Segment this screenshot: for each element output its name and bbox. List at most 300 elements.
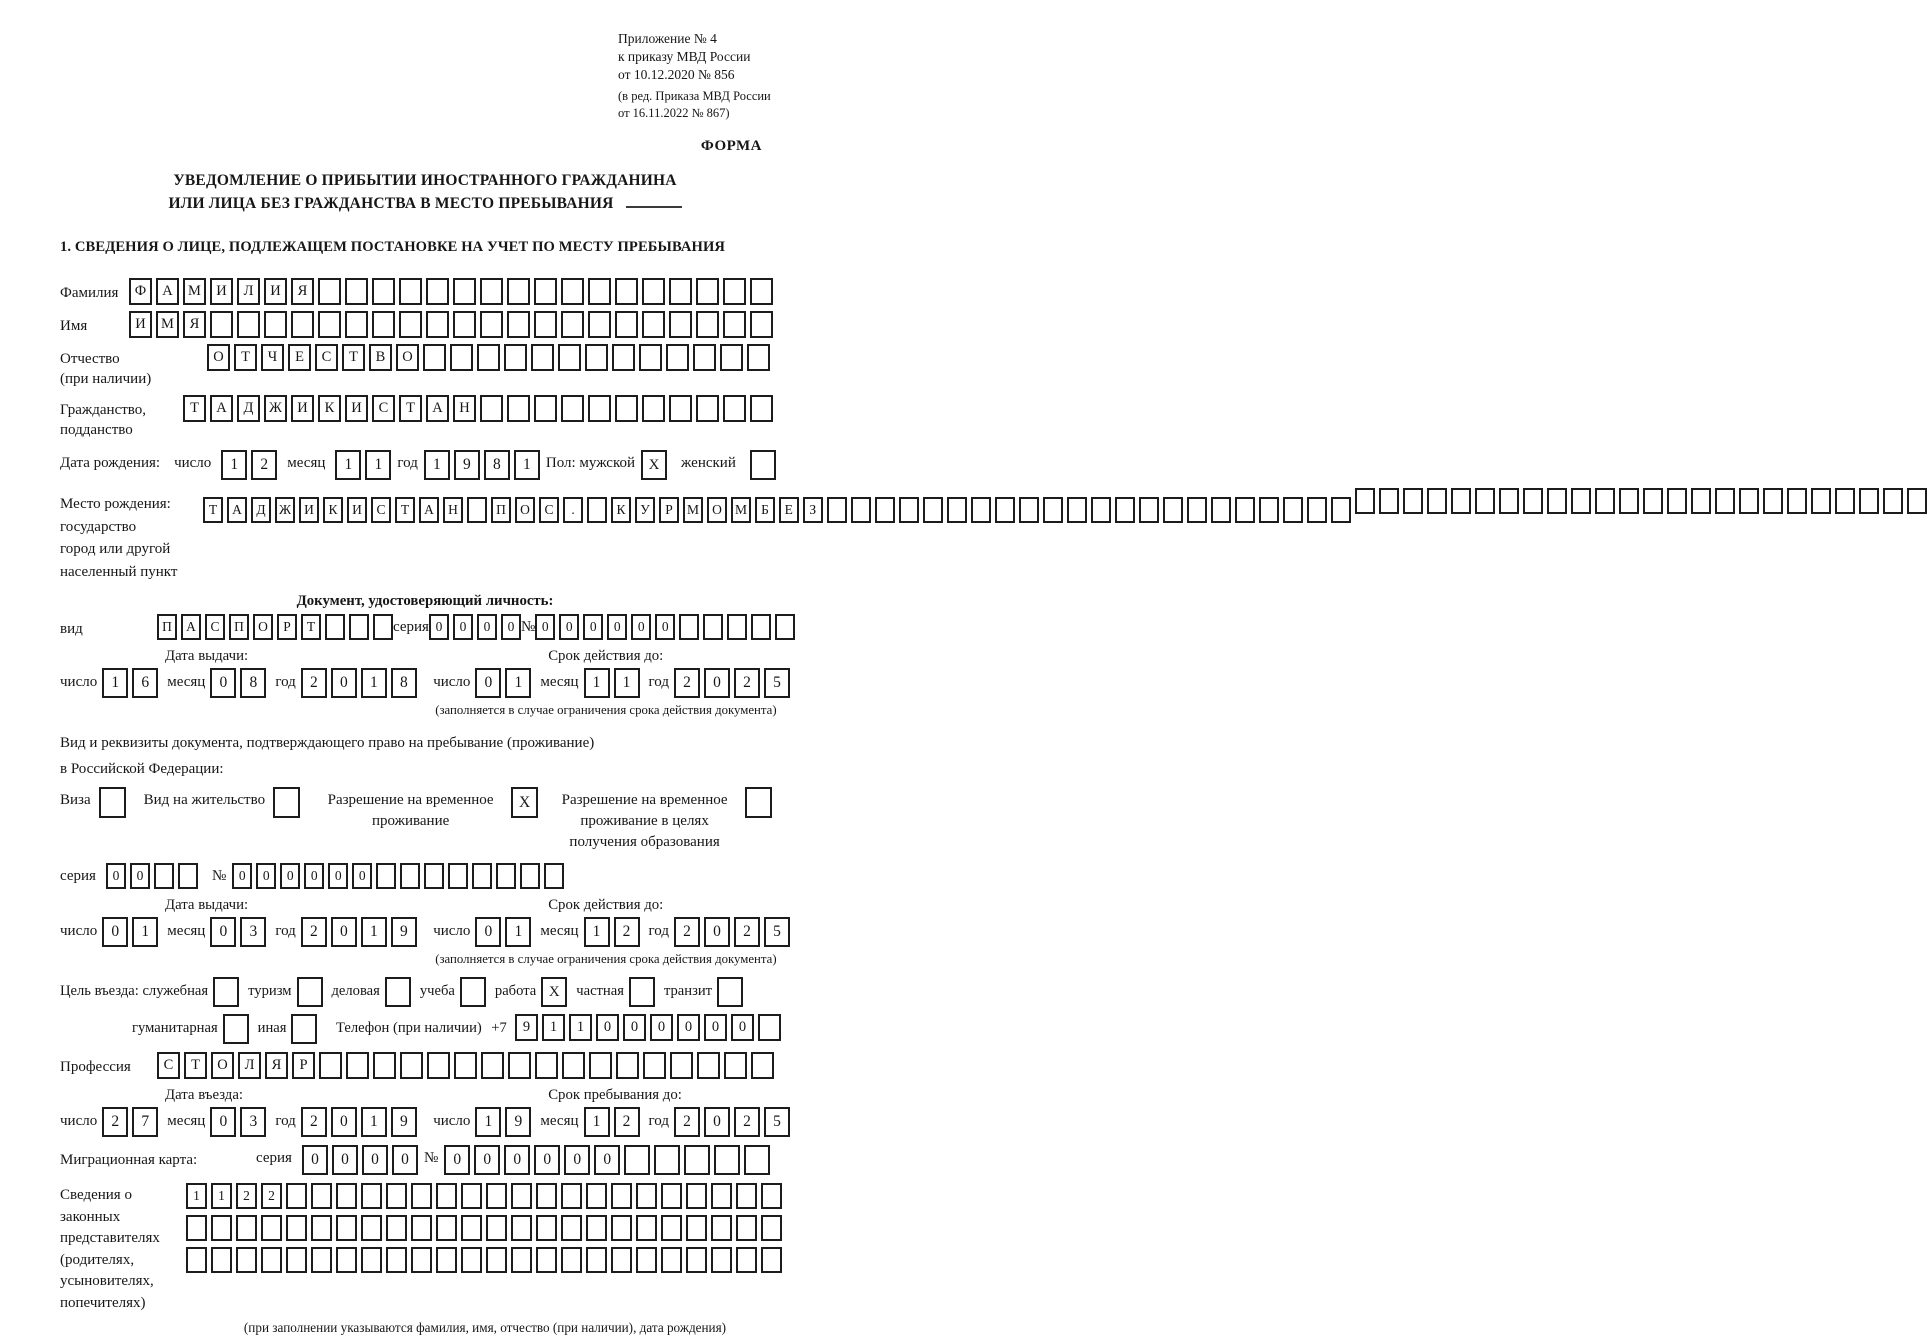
- form-cell[interactable]: [589, 1052, 612, 1079]
- profession-cells[interactable]: [157, 1052, 774, 1079]
- form-cell[interactable]: 0: [328, 863, 348, 889]
- form-cell[interactable]: 9: [391, 1107, 417, 1137]
- form-cell[interactable]: [507, 278, 530, 305]
- form-cell[interactable]: [1811, 488, 1831, 514]
- form-cell[interactable]: [669, 395, 692, 422]
- form-cell[interactable]: О: [515, 497, 535, 523]
- form-cell[interactable]: 8: [240, 668, 266, 698]
- form-cell[interactable]: [750, 311, 773, 338]
- doc-issue-month-cells[interactable]: [210, 668, 266, 698]
- form-cell[interactable]: [297, 977, 323, 1007]
- form-cell[interactable]: Я: [183, 311, 206, 338]
- form-cell[interactable]: [745, 787, 772, 818]
- form-cell[interactable]: [336, 1247, 357, 1273]
- form-cell[interactable]: [636, 1183, 657, 1209]
- purpose-humanitarian-checkbox[interactable]: [223, 1014, 249, 1044]
- form-cell[interactable]: [536, 1215, 557, 1241]
- form-cell[interactable]: С: [539, 497, 559, 523]
- form-cell[interactable]: Ч: [261, 344, 284, 371]
- form-cell[interactable]: 1: [132, 917, 158, 947]
- form-cell[interactable]: 0: [596, 1014, 619, 1041]
- legal-reps-row2-cells[interactable]: [186, 1215, 782, 1241]
- form-cell[interactable]: 1: [424, 450, 450, 480]
- form-cell[interactable]: [450, 344, 473, 371]
- form-cell[interactable]: [186, 1247, 207, 1273]
- form-cell[interactable]: [1787, 488, 1807, 514]
- form-cell[interactable]: [460, 977, 486, 1007]
- form-cell[interactable]: [611, 1183, 632, 1209]
- form-cell[interactable]: [736, 1183, 757, 1209]
- form-cell[interactable]: [1211, 497, 1231, 523]
- phone-cells[interactable]: [515, 1014, 781, 1041]
- form-cell[interactable]: [612, 344, 635, 371]
- form-cell[interactable]: И: [129, 311, 152, 338]
- form-cell[interactable]: [1331, 497, 1351, 523]
- form-cell[interactable]: С: [315, 344, 338, 371]
- form-cell[interactable]: [286, 1183, 307, 1209]
- form-cell[interactable]: [636, 1247, 657, 1273]
- form-cell[interactable]: [636, 1215, 657, 1241]
- form-cell[interactable]: [1499, 488, 1519, 514]
- form-cell[interactable]: [1187, 497, 1207, 523]
- form-cell[interactable]: [286, 1215, 307, 1241]
- form-cell[interactable]: [761, 1183, 782, 1209]
- doc-expiry-month-cells[interactable]: [584, 668, 640, 698]
- form-cell[interactable]: [711, 1183, 732, 1209]
- title-number-blank[interactable]: [626, 193, 682, 208]
- form-cell[interactable]: [775, 614, 795, 640]
- form-cell[interactable]: [461, 1183, 482, 1209]
- form-cell[interactable]: М: [183, 278, 206, 305]
- form-cell[interactable]: Т: [301, 614, 321, 640]
- doc-expiry-day-cells[interactable]: [475, 668, 531, 698]
- form-cell[interactable]: 0: [331, 668, 357, 698]
- temp-residence-checkbox[interactable]: [511, 787, 538, 818]
- form-cell[interactable]: [345, 311, 368, 338]
- form-cell[interactable]: [186, 1215, 207, 1241]
- form-cell[interactable]: [1715, 488, 1735, 514]
- purpose-work-checkbox[interactable]: [541, 977, 567, 1007]
- form-cell[interactable]: [311, 1247, 332, 1273]
- form-cell[interactable]: 2: [674, 668, 700, 698]
- form-cell[interactable]: [744, 1145, 770, 1175]
- form-cell[interactable]: [750, 278, 773, 305]
- form-cell[interactable]: [750, 395, 773, 422]
- form-cell[interactable]: 1: [361, 917, 387, 947]
- form-cell[interactable]: [511, 1183, 532, 1209]
- form-cell[interactable]: 0: [475, 668, 501, 698]
- form-cell[interactable]: [661, 1183, 682, 1209]
- form-cell[interactable]: [615, 278, 638, 305]
- form-cell[interactable]: [561, 1247, 582, 1273]
- form-cell[interactable]: [336, 1215, 357, 1241]
- form-cell[interactable]: 5: [764, 668, 790, 698]
- form-cell[interactable]: [508, 1052, 531, 1079]
- form-cell[interactable]: [467, 497, 487, 523]
- form-cell[interactable]: 2: [614, 917, 640, 947]
- form-cell[interactable]: 0: [232, 863, 252, 889]
- form-cell[interactable]: [99, 787, 126, 818]
- form-cell[interactable]: 1: [365, 450, 391, 480]
- form-cell[interactable]: [561, 311, 584, 338]
- form-cell[interactable]: 1: [361, 668, 387, 698]
- form-cell[interactable]: [1403, 488, 1423, 514]
- form-cell[interactable]: [1475, 488, 1495, 514]
- form-cell[interactable]: [477, 344, 500, 371]
- form-cell[interactable]: [385, 977, 411, 1007]
- legal-reps-row1-cells[interactable]: [186, 1183, 782, 1209]
- form-cell[interactable]: [727, 614, 747, 640]
- form-cell[interactable]: [697, 1052, 720, 1079]
- form-cell[interactable]: 8: [391, 668, 417, 698]
- form-cell[interactable]: [411, 1247, 432, 1273]
- form-cell[interactable]: [1691, 488, 1711, 514]
- res-number-cells[interactable]: [232, 863, 564, 889]
- form-cell[interactable]: [679, 614, 699, 640]
- form-cell[interactable]: [1907, 488, 1927, 514]
- form-cell[interactable]: [654, 1145, 680, 1175]
- form-cell[interactable]: [426, 278, 449, 305]
- form-cell[interactable]: [372, 278, 395, 305]
- visa-checkbox[interactable]: [99, 787, 126, 818]
- form-cell[interactable]: 9: [454, 450, 480, 480]
- form-cell[interactable]: [536, 1247, 557, 1273]
- form-cell[interactable]: [761, 1247, 782, 1273]
- form-cell[interactable]: 2: [301, 917, 327, 947]
- form-cell[interactable]: С: [205, 614, 225, 640]
- form-cell[interactable]: [411, 1215, 432, 1241]
- form-cell[interactable]: [669, 278, 692, 305]
- form-cell[interactable]: 0: [444, 1145, 470, 1175]
- stay-month-cells[interactable]: [584, 1107, 640, 1137]
- form-cell[interactable]: [424, 863, 444, 889]
- form-cell[interactable]: [723, 278, 746, 305]
- purpose-private-checkbox[interactable]: [629, 977, 655, 1007]
- form-cell[interactable]: .: [563, 497, 583, 523]
- form-cell[interactable]: Т: [399, 395, 422, 422]
- form-cell[interactable]: [373, 614, 393, 640]
- form-cell[interactable]: Т: [184, 1052, 207, 1079]
- form-cell[interactable]: [1619, 488, 1639, 514]
- form-cell[interactable]: [325, 614, 345, 640]
- form-cell[interactable]: [629, 977, 655, 1007]
- form-cell[interactable]: 0: [594, 1145, 620, 1175]
- form-cell[interactable]: [669, 311, 692, 338]
- form-cell[interactable]: 0: [704, 1014, 727, 1041]
- form-cell[interactable]: Т: [203, 497, 223, 523]
- form-cell[interactable]: [639, 344, 662, 371]
- form-cell[interactable]: 9: [515, 1014, 538, 1041]
- form-cell[interactable]: [461, 1247, 482, 1273]
- purpose-business-checkbox[interactable]: [213, 977, 239, 1007]
- form-cell[interactable]: [472, 863, 492, 889]
- form-cell[interactable]: [261, 1247, 282, 1273]
- form-cell[interactable]: [588, 278, 611, 305]
- form-cell[interactable]: [361, 1183, 382, 1209]
- doc-issue-day-cells[interactable]: [102, 668, 158, 698]
- form-cell[interactable]: И: [210, 278, 233, 305]
- form-cell[interactable]: [486, 1247, 507, 1273]
- form-cell[interactable]: [1067, 497, 1087, 523]
- form-cell[interactable]: [311, 1183, 332, 1209]
- form-cell[interactable]: [686, 1247, 707, 1273]
- form-cell[interactable]: [736, 1215, 757, 1241]
- res-expiry-month-cells[interactable]: [584, 917, 640, 947]
- name-cells[interactable]: [129, 311, 773, 338]
- surname-cells[interactable]: [129, 278, 773, 305]
- form-cell[interactable]: С: [371, 497, 391, 523]
- form-cell[interactable]: 0: [564, 1145, 590, 1175]
- form-cell[interactable]: 1: [505, 917, 531, 947]
- form-cell[interactable]: [1259, 497, 1279, 523]
- form-cell[interactable]: А: [419, 497, 439, 523]
- form-cell[interactable]: 0: [302, 1145, 328, 1175]
- form-cell[interactable]: Д: [237, 395, 260, 422]
- form-cell[interactable]: 0: [631, 614, 651, 640]
- form-cell[interactable]: И: [347, 497, 367, 523]
- form-cell[interactable]: [211, 1215, 232, 1241]
- form-cell[interactable]: [261, 1215, 282, 1241]
- form-cell[interactable]: 0: [583, 614, 603, 640]
- form-cell[interactable]: Т: [234, 344, 257, 371]
- form-cell[interactable]: И: [264, 278, 287, 305]
- form-cell[interactable]: [758, 1014, 781, 1041]
- form-cell[interactable]: [1595, 488, 1615, 514]
- form-cell[interactable]: [423, 344, 446, 371]
- stay-day-cells[interactable]: [475, 1107, 531, 1137]
- form-cell[interactable]: [723, 311, 746, 338]
- form-cell[interactable]: Л: [237, 278, 260, 305]
- form-cell[interactable]: [1763, 488, 1783, 514]
- res-expiry-year-cells[interactable]: [674, 917, 790, 947]
- form-cell[interactable]: И: [291, 395, 314, 422]
- form-cell[interactable]: 5: [764, 917, 790, 947]
- form-cell[interactable]: [750, 450, 776, 480]
- birth-year-cells[interactable]: [424, 450, 540, 480]
- form-cell[interactable]: [311, 1215, 332, 1241]
- form-cell[interactable]: 2: [674, 1107, 700, 1137]
- form-cell[interactable]: [534, 311, 557, 338]
- form-cell[interactable]: С: [157, 1052, 180, 1079]
- form-cell[interactable]: М: [156, 311, 179, 338]
- form-cell[interactable]: 1: [505, 668, 531, 698]
- form-cell[interactable]: 1: [584, 917, 610, 947]
- form-cell[interactable]: 0: [650, 1014, 673, 1041]
- form-cell[interactable]: 2: [674, 917, 700, 947]
- form-cell[interactable]: 1: [569, 1014, 592, 1041]
- form-cell[interactable]: А: [426, 395, 449, 422]
- form-cell[interactable]: [345, 278, 368, 305]
- form-cell[interactable]: 0: [210, 668, 236, 698]
- form-cell[interactable]: [751, 614, 771, 640]
- form-cell[interactable]: 2: [734, 668, 760, 698]
- form-cell[interactable]: [504, 344, 527, 371]
- form-cell[interactable]: X: [541, 977, 567, 1007]
- form-cell[interactable]: [318, 278, 341, 305]
- form-cell[interactable]: [448, 863, 468, 889]
- form-cell[interactable]: [717, 977, 743, 1007]
- form-cell[interactable]: [703, 614, 723, 640]
- form-cell[interactable]: [507, 395, 530, 422]
- form-cell[interactable]: [693, 344, 716, 371]
- form-cell[interactable]: Т: [395, 497, 415, 523]
- res-seriya-cells[interactable]: [106, 863, 198, 889]
- form-cell[interactable]: 0: [210, 1107, 236, 1137]
- form-cell[interactable]: [154, 863, 174, 889]
- form-cell[interactable]: К: [323, 497, 343, 523]
- form-cell[interactable]: [386, 1247, 407, 1273]
- form-cell[interactable]: [453, 278, 476, 305]
- form-cell[interactable]: 9: [505, 1107, 531, 1137]
- form-cell[interactable]: [711, 1215, 732, 1241]
- form-cell[interactable]: Л: [238, 1052, 261, 1079]
- form-cell[interactable]: [1379, 488, 1399, 514]
- form-cell[interactable]: 0: [677, 1014, 700, 1041]
- form-cell[interactable]: [923, 497, 943, 523]
- res-expiry-day-cells[interactable]: [475, 917, 531, 947]
- form-cell[interactable]: 1: [221, 450, 247, 480]
- form-cell[interactable]: [971, 497, 991, 523]
- form-cell[interactable]: [399, 278, 422, 305]
- form-cell[interactable]: 6: [132, 668, 158, 698]
- entry-day-cells[interactable]: [102, 1107, 158, 1137]
- form-cell[interactable]: [561, 395, 584, 422]
- form-cell[interactable]: 0: [559, 614, 579, 640]
- form-cell[interactable]: Т: [183, 395, 206, 422]
- form-cell[interactable]: [611, 1247, 632, 1273]
- purpose-study-checkbox[interactable]: [460, 977, 486, 1007]
- form-cell[interactable]: [851, 497, 871, 523]
- form-cell[interactable]: [507, 311, 530, 338]
- form-cell[interactable]: [223, 1014, 249, 1044]
- form-cell[interactable]: [534, 395, 557, 422]
- form-cell[interactable]: 0: [352, 863, 372, 889]
- form-cell[interactable]: [1043, 497, 1063, 523]
- res-issue-day-cells[interactable]: [102, 917, 158, 947]
- form-cell[interactable]: [531, 344, 554, 371]
- form-cell[interactable]: Я: [265, 1052, 288, 1079]
- form-cell[interactable]: [1859, 488, 1879, 514]
- form-cell[interactable]: 0: [475, 917, 501, 947]
- form-cell[interactable]: 1: [361, 1107, 387, 1137]
- form-cell[interactable]: 1: [335, 450, 361, 480]
- legal-reps-row3-cells[interactable]: [186, 1247, 782, 1273]
- form-cell[interactable]: X: [511, 787, 538, 818]
- form-cell[interactable]: 2: [614, 1107, 640, 1137]
- form-cell[interactable]: 0: [304, 863, 324, 889]
- form-cell[interactable]: И: [345, 395, 368, 422]
- form-cell[interactable]: М: [731, 497, 751, 523]
- form-cell[interactable]: [436, 1247, 457, 1273]
- form-cell[interactable]: [1667, 488, 1687, 514]
- form-cell[interactable]: [827, 497, 847, 523]
- form-cell[interactable]: [724, 1052, 747, 1079]
- form-cell[interactable]: [481, 1052, 504, 1079]
- form-cell[interactable]: 1: [186, 1183, 207, 1209]
- form-cell[interactable]: [373, 1052, 396, 1079]
- form-cell[interactable]: 1: [211, 1183, 232, 1209]
- form-cell[interactable]: З: [803, 497, 823, 523]
- form-cell[interactable]: А: [156, 278, 179, 305]
- form-cell[interactable]: 0: [474, 1145, 500, 1175]
- form-cell[interactable]: Е: [779, 497, 799, 523]
- form-cell[interactable]: [615, 395, 638, 422]
- citizenship-cells[interactable]: [183, 395, 773, 422]
- form-cell[interactable]: 0: [331, 1107, 357, 1137]
- form-cell[interactable]: [642, 278, 665, 305]
- form-cell[interactable]: 0: [504, 1145, 530, 1175]
- form-cell[interactable]: [336, 1183, 357, 1209]
- form-cell[interactable]: О: [707, 497, 727, 523]
- form-cell[interactable]: К: [611, 497, 631, 523]
- doc-type-cells[interactable]: [157, 614, 393, 640]
- form-cell[interactable]: [684, 1145, 710, 1175]
- form-cell[interactable]: [436, 1183, 457, 1209]
- form-cell[interactable]: [723, 395, 746, 422]
- form-cell[interactable]: [386, 1183, 407, 1209]
- form-cell[interactable]: [461, 1215, 482, 1241]
- form-cell[interactable]: [286, 1247, 307, 1273]
- doc-expiry-year-cells[interactable]: [674, 668, 790, 698]
- form-cell[interactable]: [386, 1215, 407, 1241]
- form-cell[interactable]: [376, 863, 396, 889]
- form-cell[interactable]: П: [491, 497, 511, 523]
- birth-month-cells[interactable]: [335, 450, 391, 480]
- form-cell[interactable]: А: [210, 395, 233, 422]
- form-cell[interactable]: [1835, 488, 1855, 514]
- form-cell[interactable]: X: [641, 450, 667, 480]
- form-cell[interactable]: 1: [584, 1107, 610, 1137]
- form-cell[interactable]: [1115, 497, 1135, 523]
- form-cell[interactable]: [696, 395, 719, 422]
- form-cell[interactable]: 2: [236, 1183, 257, 1209]
- form-cell[interactable]: [711, 1247, 732, 1273]
- form-cell[interactable]: Ж: [275, 497, 295, 523]
- form-cell[interactable]: [1307, 497, 1327, 523]
- form-cell[interactable]: Н: [443, 497, 463, 523]
- form-cell[interactable]: 2: [102, 1107, 128, 1137]
- form-cell[interactable]: [1235, 497, 1255, 523]
- form-cell[interactable]: 9: [391, 917, 417, 947]
- form-cell[interactable]: [1571, 488, 1591, 514]
- form-cell[interactable]: [714, 1145, 740, 1175]
- form-cell[interactable]: [585, 344, 608, 371]
- form-cell[interactable]: 0: [392, 1145, 418, 1175]
- form-cell[interactable]: [349, 614, 369, 640]
- purpose-commercial-checkbox[interactable]: [385, 977, 411, 1007]
- form-cell[interactable]: [411, 1183, 432, 1209]
- form-cell[interactable]: 0: [704, 1107, 730, 1137]
- form-cell[interactable]: [346, 1052, 369, 1079]
- form-cell[interactable]: [273, 787, 300, 818]
- form-cell[interactable]: Н: [453, 395, 476, 422]
- form-cell[interactable]: 0: [332, 1145, 358, 1175]
- form-cell[interactable]: [1739, 488, 1759, 514]
- form-cell[interactable]: [511, 1247, 532, 1273]
- form-cell[interactable]: [544, 863, 564, 889]
- form-cell[interactable]: 2: [261, 1183, 282, 1209]
- form-cell[interactable]: 0: [704, 668, 730, 698]
- form-cell[interactable]: 1: [475, 1107, 501, 1137]
- form-cell[interactable]: [496, 863, 516, 889]
- res-issue-month-cells[interactable]: [210, 917, 266, 947]
- form-cell[interactable]: 3: [240, 917, 266, 947]
- form-cell[interactable]: [661, 1247, 682, 1273]
- form-cell[interactable]: [318, 311, 341, 338]
- form-cell[interactable]: 0: [607, 614, 627, 640]
- form-cell[interactable]: [535, 1052, 558, 1079]
- form-cell[interactable]: Я: [291, 278, 314, 305]
